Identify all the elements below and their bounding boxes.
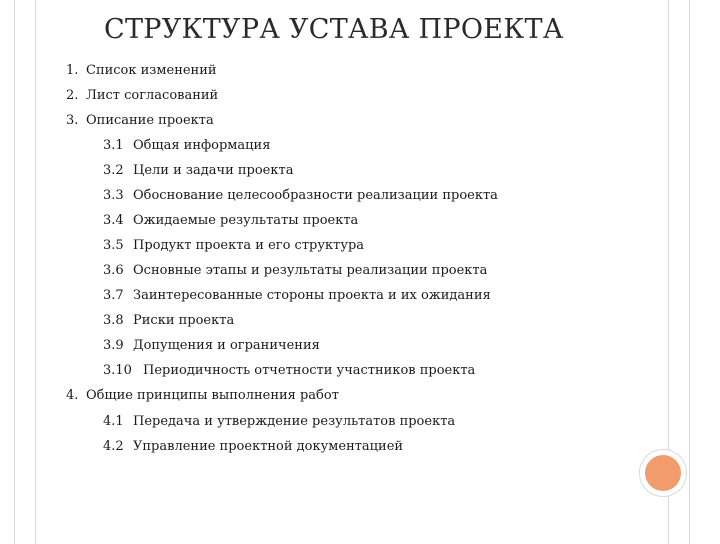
list-item-3-8 [103, 312, 234, 330]
list-item-3-1 [103, 137, 270, 155]
item-number: 3.10 [103, 363, 132, 378]
item-text: Допущения и ограничения [133, 338, 320, 353]
list-item-3-10 [103, 362, 475, 380]
item-text: Периодичность отчетности участников проекта [143, 363, 476, 378]
item-text: Лист согласований [86, 88, 219, 103]
item-number: 4. [66, 388, 79, 403]
list-item-3-7 [103, 287, 491, 305]
item-number: 3.2 [103, 163, 124, 178]
list-item-3-3 [103, 187, 498, 205]
decorative-circle-icon [645, 455, 681, 491]
item-number: 3.3 [103, 188, 124, 203]
item-text: Общие принципы выполнения работ [86, 388, 339, 403]
list-item-3-9 [103, 337, 320, 355]
item-number: 3.8 [103, 313, 124, 328]
item-text: Цели и задачи проекта [133, 163, 294, 178]
item-number: 2. [66, 88, 79, 103]
item-text: Передача и утверждение результатов проекта [133, 414, 456, 429]
list-item-3-4 [103, 212, 358, 230]
list-item-4-2 [103, 438, 403, 456]
item-number: 4.2 [103, 439, 124, 454]
list-item-3-5 [103, 237, 364, 255]
item-text: Описание проекта [86, 113, 214, 128]
item-number: 4.1 [103, 414, 124, 429]
item-number: 1. [66, 63, 79, 78]
left-frame-decoration [14, 0, 36, 544]
item-text: Риски проекта [133, 313, 235, 328]
item-text: Список изменений [86, 63, 217, 78]
list-item-3 [66, 112, 214, 130]
item-number: 3.1 [103, 138, 124, 153]
list-item-3-2 [103, 162, 293, 180]
item-text: Обоснование целесообразности реализации проекта [133, 188, 498, 203]
item-text: Управление проектной документацией [133, 439, 404, 454]
item-number: 3.7 [103, 288, 124, 303]
list-item-3-6 [103, 262, 487, 280]
item-text: Общая информация [133, 138, 271, 153]
item-text: Основные этапы и результаты реализации проекта [133, 263, 488, 278]
item-text: Продукт проекта и его структура [133, 238, 365, 253]
list-item-4 [66, 387, 339, 405]
item-number: 3.5 [103, 238, 124, 253]
item-number: 3.4 [103, 213, 124, 228]
item-text: Заинтересованные стороны проекта и их ожидания [133, 288, 491, 303]
item-number: 3.9 [103, 338, 124, 353]
list-item-2 [66, 87, 218, 105]
list-item-1 [66, 62, 217, 80]
item-number: 3. [66, 113, 79, 128]
list-item-4-1 [103, 413, 455, 431]
item-text: Ожидаемые результаты проекта [133, 213, 359, 228]
slide-title: СТРУКТУРА УСТАВА ПРОЕКТА [104, 14, 564, 45]
item-number: 3.6 [103, 263, 124, 278]
